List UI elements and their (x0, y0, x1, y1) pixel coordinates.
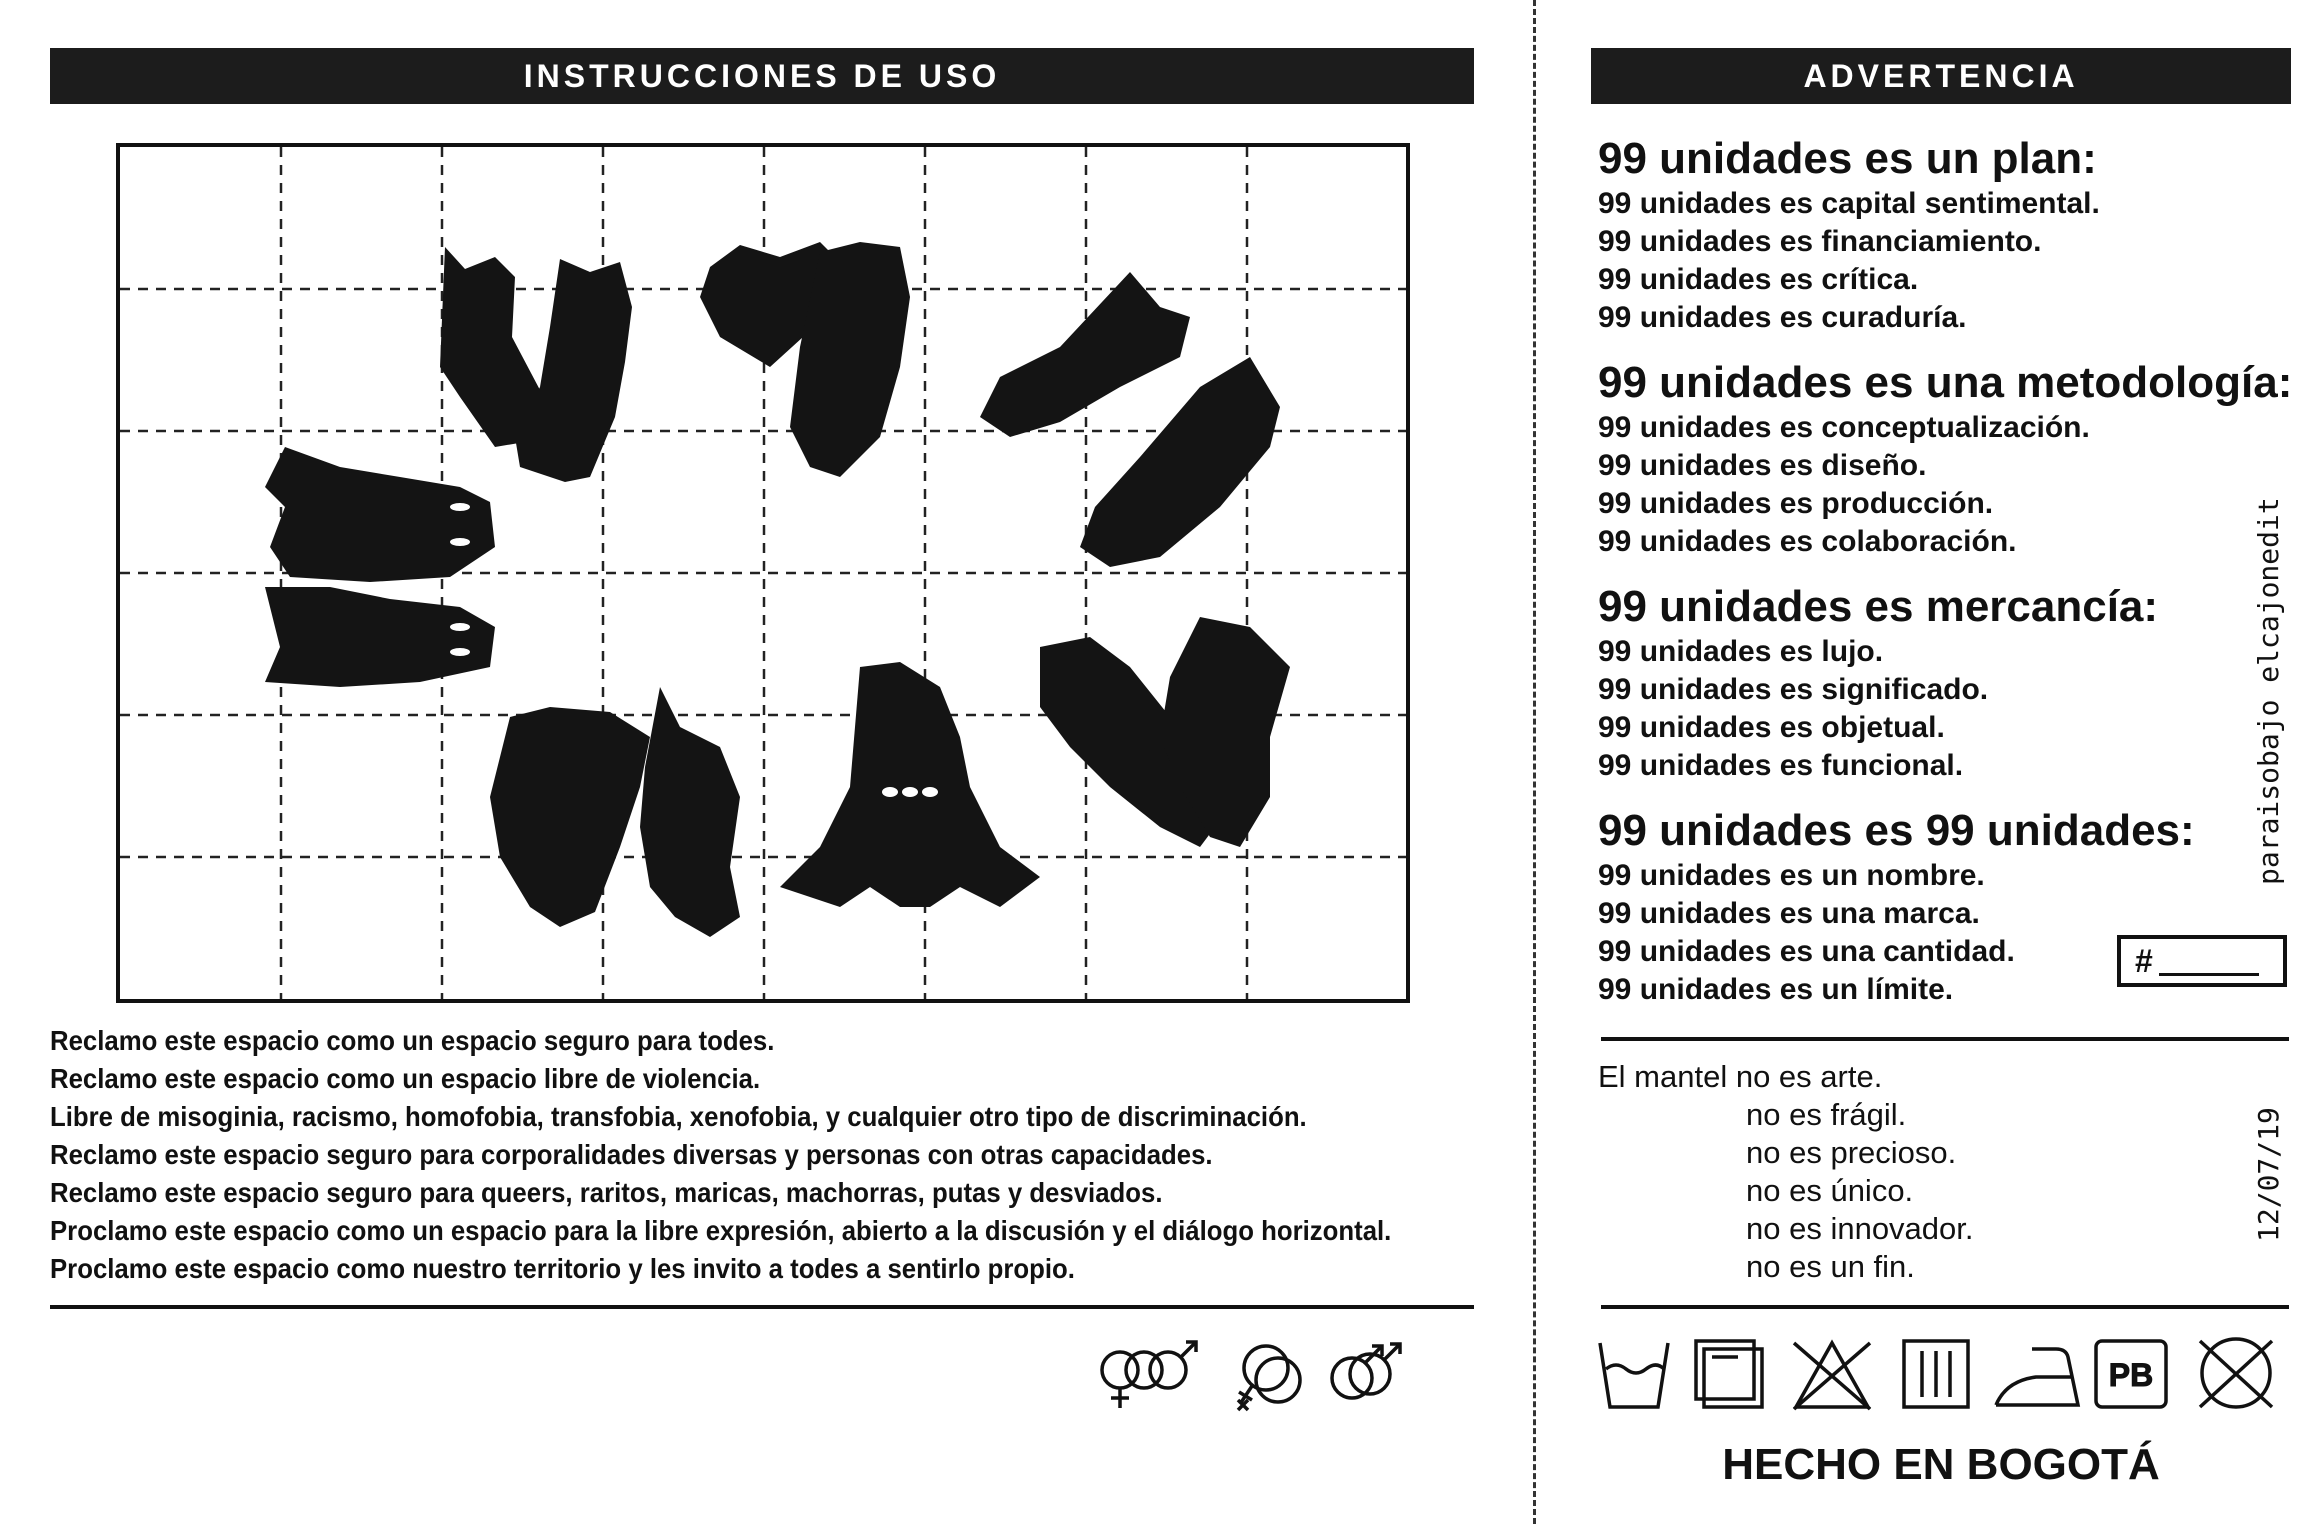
hand-silhouette (490, 707, 650, 927)
declarations-list (50, 1022, 1490, 1288)
instructions-header (50, 48, 1474, 104)
number-sign: # (2135, 942, 2153, 979)
intersex-symbols-icon (1102, 1342, 1196, 1408)
warning-heading: 99 unidades es un plan: (1598, 134, 2097, 183)
mantel-line: no es precioso. (1746, 1135, 1957, 1170)
warning-line: 99 unidades es objetual. (1598, 711, 1945, 744)
declaration-line: Reclamo este espacio como un espacio seguro para todes. (50, 1025, 775, 1056)
warning-list (1598, 133, 2298, 1029)
venus-mars-crossed-icon (1238, 1346, 1300, 1410)
declaration-line: Reclamo este espacio seguro para corporalidades diversas y personas con otras capacidades. (50, 1139, 1213, 1170)
date-vertical: 12/07/19 (2252, 1107, 2285, 1242)
hands-illustration (120, 147, 1406, 999)
hand-nail-detail (450, 648, 470, 656)
wash-30-icon (1600, 1343, 1668, 1407)
hand-nail-detail (882, 787, 898, 797)
warning-line: 99 unidades es lujo. (1598, 635, 1884, 668)
brand-handles-vertical: paraisobajo elcajonedit (2252, 497, 2285, 885)
iron-low-icon (1996, 1349, 2078, 1405)
gender-symbols (1092, 1334, 1412, 1414)
warning-heading: 99 unidades es una metodología: (1598, 358, 2293, 407)
mantel-line: no es frágil. (1746, 1097, 1907, 1132)
warning-line: 99 unidades es una marca. (1598, 897, 1980, 930)
warning-line: 99 unidades es curaduría. (1598, 301, 1967, 334)
warning-header-text: ADVERTENCIA (1803, 57, 2079, 94)
hand-silhouette (515, 259, 632, 482)
divider (1601, 1305, 2289, 1309)
warning-heading: 99 unidades es mercancía: (1598, 582, 2159, 631)
declaration-line: Proclamo este espacio como un espacio para la libre expresión, abierto a la discusión y el diálogo horizontal. (50, 1215, 1392, 1246)
warning-header (1591, 48, 2291, 104)
warning-line: 99 unidades es financiamiento. (1598, 225, 2042, 258)
warning-group (1598, 133, 2298, 337)
declaration-line: Reclamo este espacio como un espacio libre de violencia. (50, 1063, 761, 1094)
hand-nail-detail (450, 538, 470, 546)
unit-number-box (2117, 935, 2287, 987)
dry-clean-pb-icon (2096, 1341, 2166, 1407)
hand-nail-detail (902, 787, 918, 797)
declaration-line: Libre de misoginia, racismo, homofobia, transfobia, xenofobia, y cualquier otro tipo de discriminación. (50, 1101, 1307, 1132)
divider (50, 1305, 1474, 1309)
hand-nail-detail (922, 787, 938, 797)
warning-line: 99 unidades es significado. (1598, 673, 1989, 706)
warning-heading: 99 unidades es 99 unidades: (1598, 806, 2195, 855)
hand-silhouette (780, 662, 1040, 907)
hand-nail-detail (450, 503, 470, 511)
mantel-line: no es único. (1746, 1173, 1914, 1208)
warning-line: 99 unidades es conceptualización. (1598, 411, 2090, 444)
line-dry-icon (1904, 1341, 1968, 1407)
warning-group (1598, 357, 2298, 561)
hand-silhouette (265, 587, 495, 687)
warning-line: 99 unidades es un nombre. (1598, 859, 1985, 892)
hand-silhouette (265, 447, 495, 582)
hand-silhouette (640, 687, 740, 937)
warning-line: 99 unidades es colaboración. (1598, 525, 2017, 558)
tumble-dry-icon (1696, 1341, 1762, 1407)
mantel-line: no es un fin. (1746, 1249, 1915, 1284)
declaration-line: Reclamo este espacio seguro para queers, raritos, maricas, machorras, putas y desviados. (50, 1177, 1163, 1208)
mantel-line: El mantel no es arte. (1598, 1059, 1883, 1094)
warning-line: 99 unidades es capital sentimental. (1598, 187, 2100, 220)
warning-line: 99 unidades es producción. (1598, 487, 1994, 520)
divider (1601, 1037, 2289, 1041)
no-dry-clean-icon (2200, 1339, 2272, 1407)
number-blank-line (2159, 947, 2259, 976)
care-symbols (1596, 1335, 2296, 1415)
fold-dashed-line (1533, 0, 1536, 1524)
declaration-line: Proclamo este espacio como nuestro territorio y les invito a todes a sentirlo propio. (50, 1253, 1075, 1284)
made-in-label: HECHO EN BOGOTÁ (1722, 1440, 2160, 1489)
warning-line: 99 unidades es crítica. (1598, 263, 1919, 296)
pb-label: PB (2108, 1357, 2154, 1393)
double-mars-icon (1332, 1344, 1400, 1398)
warning-line: 99 unidades es una cantidad. (1598, 935, 2015, 968)
warning-group (1598, 581, 2298, 785)
warning-line: 99 unidades es un límite. (1598, 973, 1954, 1006)
instructions-header-text: INSTRUCCIONES DE USO (523, 57, 1001, 94)
warning-line: 99 unidades es funcional. (1598, 749, 1964, 782)
hands-grid-illustration (116, 143, 1410, 1003)
no-bleach-icon (1794, 1343, 1870, 1409)
hand-nail-detail (450, 623, 470, 631)
mantel-statement (1598, 1058, 2158, 1286)
warning-line: 99 unidades es diseño. (1598, 449, 1927, 482)
mantel-line: no es innovador. (1746, 1211, 1974, 1246)
